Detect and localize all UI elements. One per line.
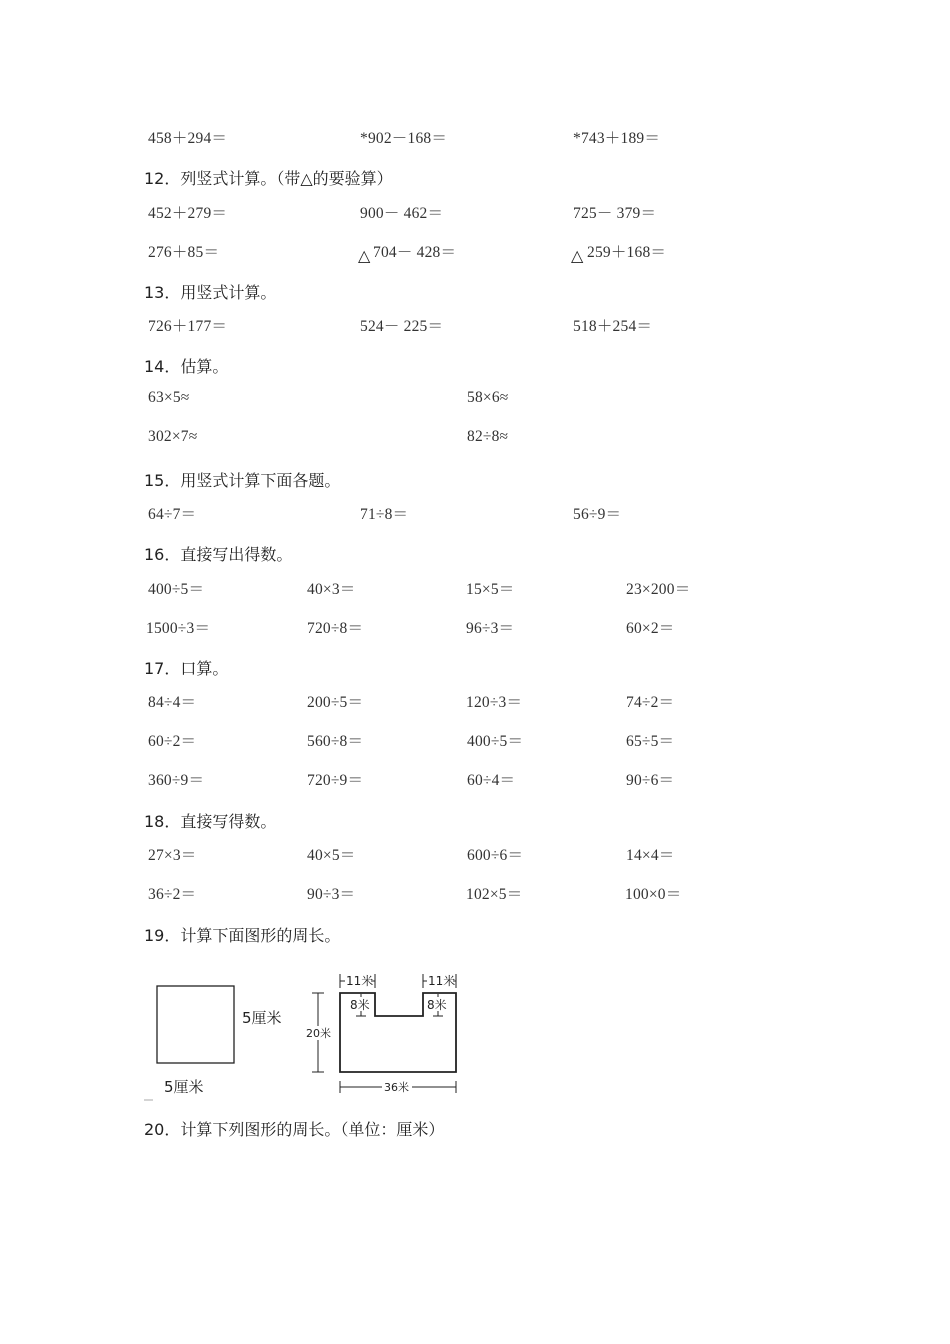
q17-item-2: 200÷5＝ <box>307 694 364 711</box>
notch-right-label: 8米 <box>427 998 447 1012</box>
q15-item-2: 71÷8＝ <box>360 506 409 523</box>
q15-item-3: 56÷9＝ <box>573 506 622 523</box>
q12-item-5: 704－ 428＝ <box>373 244 457 261</box>
square-side-label: 5厘米 <box>242 1009 282 1027</box>
triangle-icon: △ <box>358 246 371 265</box>
q16-item-7: 96÷3＝ <box>466 620 515 637</box>
width-label: 36米 <box>384 1081 409 1094</box>
q12-item-4: 276＋85＝ <box>148 244 220 261</box>
q17-item-10: 720÷9＝ <box>307 772 364 789</box>
question-17-title: 17．口算。 <box>144 659 229 678</box>
q16-item-5: 1500÷3＝ <box>146 620 211 637</box>
triangle-icon: △ <box>571 246 584 265</box>
height-label: 20米 <box>306 1027 331 1040</box>
question-12-title: 12．列竖式计算。（带△的要验算） <box>144 169 393 188</box>
q18-item-8: 100×0＝ <box>625 886 682 903</box>
q12-item-3: 725－ 379＝ <box>573 205 657 222</box>
question-15-title: 15．用竖式计算下面各题。 <box>144 471 341 490</box>
q12-item-1: 452＋279＝ <box>148 205 228 222</box>
square-shape <box>157 986 234 1063</box>
q14-item-1: 63×5≈ <box>148 389 190 406</box>
top-left-label: 11米 <box>346 974 374 988</box>
q13-item-1: 726＋177＝ <box>148 318 228 335</box>
q18-item-1: 27×3＝ <box>148 847 197 864</box>
q19-figures <box>140 960 480 1105</box>
q16-item-3: 15×5＝ <box>466 581 515 598</box>
q16-item-1: 400÷5＝ <box>148 581 205 598</box>
question-14-title: 14．估算。 <box>144 357 229 376</box>
q14-item-2: 58×6≈ <box>467 389 509 406</box>
q18-item-4: 14×4＝ <box>626 847 675 864</box>
question-13-title: 13．用竖式计算。 <box>144 283 277 302</box>
notch-left-label: 8米 <box>350 998 370 1012</box>
square-bottom-label: 5厘米 <box>164 1078 204 1096</box>
q17-item-4: 74÷2＝ <box>626 694 675 711</box>
q18-item-2: 40×5＝ <box>307 847 356 864</box>
q17-item-1: 84÷4＝ <box>148 694 197 711</box>
q16-item-8: 60×2＝ <box>626 620 675 637</box>
question-19-title: 19．计算下面图形的周长。 <box>144 926 341 945</box>
question-20-title: 20．计算下列图形的周长。（单位：厘米） <box>144 1120 445 1139</box>
q13-item-3: 518＋254＝ <box>573 318 653 335</box>
q12-item-2: 900－ 462＝ <box>360 205 444 222</box>
q18-item-6: 90÷3＝ <box>307 886 356 903</box>
q16-item-6: 720÷8＝ <box>307 620 364 637</box>
question-16-title: 16．直接写出得数。 <box>144 545 293 564</box>
q14-item-4: 82÷8≈ <box>467 428 509 445</box>
q18-item-5: 36÷2＝ <box>148 886 197 903</box>
q13-item-2: 524－ 225＝ <box>360 318 444 335</box>
question-18-title: 18．直接写得数。 <box>144 812 277 831</box>
q16-item-2: 40×3＝ <box>307 581 356 598</box>
q14-item-3: 302×7≈ <box>148 428 198 445</box>
prev-item-3: *743＋189＝ <box>573 130 661 147</box>
q12-item-6: 259＋168＝ <box>587 244 667 261</box>
prev-item-2: *902－168＝ <box>360 130 448 147</box>
q16-item-4: 23×200＝ <box>626 581 691 598</box>
q17-item-8: 65÷5＝ <box>626 733 675 750</box>
q17-item-5: 60÷2＝ <box>148 733 197 750</box>
q17-item-3: 120÷3＝ <box>466 694 523 711</box>
prev-item-1: 458＋294＝ <box>148 130 228 147</box>
q17-item-11: 60÷4＝ <box>467 772 516 789</box>
q15-item-1: 64÷7＝ <box>148 506 197 523</box>
q18-item-3: 600÷6＝ <box>467 847 524 864</box>
q17-item-6: 560÷8＝ <box>307 733 364 750</box>
q18-item-7: 102×5＝ <box>466 886 523 903</box>
q17-item-7: 400÷5＝ <box>467 733 524 750</box>
q17-item-12: 90÷6＝ <box>626 772 675 789</box>
top-right-label: 11米 <box>428 974 456 988</box>
q17-item-9: 360÷9＝ <box>148 772 205 789</box>
